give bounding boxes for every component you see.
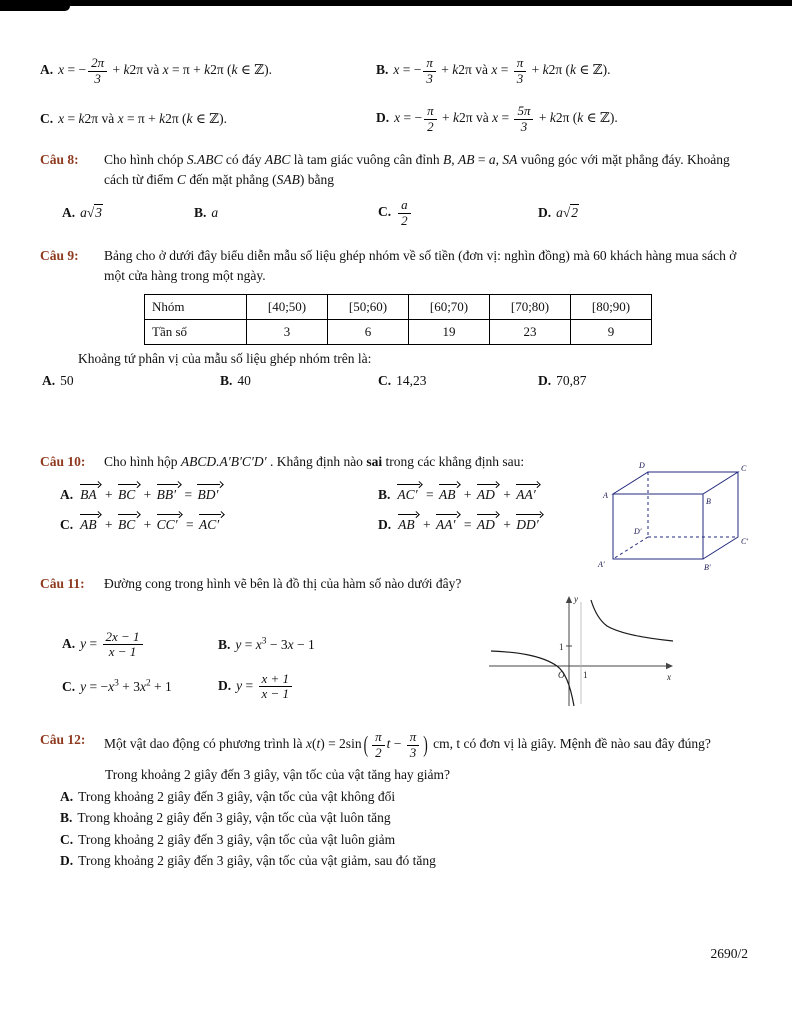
x-tick-label: 1 <box>583 670 588 680</box>
option-formula: a√3 <box>80 205 103 221</box>
answer-grid <box>40 482 600 533</box>
y-axis-label: y <box>574 594 578 604</box>
option-label: B. <box>60 810 73 826</box>
q7-option-c <box>40 111 376 127</box>
y-tick-label: 1 <box>559 642 564 652</box>
answer-row <box>40 56 756 86</box>
option-label: B. <box>194 205 207 221</box>
option-text: Trong khoảng 2 giây đến 3 giây, vận tốc của vật luôn tăng <box>77 810 391 826</box>
option-label: D. <box>218 677 232 693</box>
option-label: D. <box>60 853 74 869</box>
q8-option-d <box>538 205 579 221</box>
option-value: 40 <box>237 373 251 389</box>
option-formula: a√2 <box>556 205 579 221</box>
question-text: Đường cong trong hình vẽ bên là đồ thị của hàm số nào dưới đây? <box>104 576 462 591</box>
parallelepiped-figure <box>588 454 748 582</box>
table-cell: 9 <box>571 320 652 345</box>
option-formula: $y = x^3 - 3x - 1$ <box>235 636 315 652</box>
option-formula: x = − $\frac{2\pi}{3}$ + k2π và x = π + k2π (k ∈ ℤ). <box>58 55 273 86</box>
table-cell: [70;80) <box>490 295 571 320</box>
option-formula: BA + BC + BB′ = BD′ <box>78 487 223 502</box>
q10-option-d <box>378 512 600 533</box>
option-label: A. <box>42 373 56 389</box>
option-label: A. <box>62 205 76 221</box>
option-label: C. <box>60 831 74 847</box>
vertex-label: D <box>639 461 645 470</box>
table-cell: 6 <box>328 320 409 345</box>
option-label: B. <box>376 62 389 78</box>
option-formula: AB + BC + CC′ = AC′ <box>78 517 224 532</box>
option-label: D. <box>376 110 390 126</box>
curve-right-branch <box>591 600 673 641</box>
question-text: Một vật dao động có phương trình là x(t) = 2sin ( $\frac{\pi}{2}$ t − $\frac{\pi}{3}$ ) cm, t có đơn vị là giây. Mệnh đề nào sau đây đúng? <box>104 729 711 760</box>
answer-grid <box>40 630 492 702</box>
option-formula: AC′ = AB + AD + AA′ <box>395 487 540 502</box>
option-label: B. <box>378 486 391 502</box>
scan-top-edge <box>0 0 792 6</box>
table-cell: [50;60) <box>328 295 409 320</box>
q11-option-b <box>218 637 492 653</box>
q7-option-a <box>40 56 376 86</box>
option-label: A. <box>62 635 76 651</box>
option-formula: x = − $\frac{\pi}{3}$ + k2π và x = $\frac{\pi}{3}$ + k2π (k ∈ ℤ). <box>393 55 611 86</box>
q9-option-a <box>42 373 220 389</box>
option-text: Trong khoảng 2 giây đến 3 giây, vận tốc của vật không đổi <box>78 789 396 805</box>
page-number: 2690/2 <box>710 946 748 961</box>
option-value: 70,87 <box>556 373 587 389</box>
option-label: B. <box>218 636 231 652</box>
option-formula: y = $\frac{2x - 1}{x - 1}$ <box>80 636 144 651</box>
table-cell: 19 <box>409 320 490 345</box>
q9-option-d <box>538 373 587 389</box>
vertex-label: C <box>741 464 747 473</box>
q8-option-c <box>378 198 538 228</box>
q12-option-c <box>40 829 756 850</box>
answer-row <box>40 198 756 228</box>
table-cell: Nhóm <box>145 295 247 320</box>
table-cell: [60;70) <box>409 295 490 320</box>
vertex-label: B <box>706 497 711 506</box>
option-label: C. <box>62 678 76 694</box>
q11-option-a <box>62 630 218 660</box>
option-formula: y = $\frac{x + 1}{x - 1}$ <box>236 678 294 693</box>
option-value: 14,23 <box>396 373 427 389</box>
question-number: Câu 12: <box>40 732 86 747</box>
vertex-label: C′ <box>741 537 748 546</box>
question-11 <box>40 574 756 724</box>
question-number: Câu 10: <box>40 454 86 469</box>
question-number: Câu 8: <box>40 152 79 167</box>
option-label: D. <box>538 205 552 221</box>
option-value: 50 <box>60 373 74 389</box>
question-number: Câu 9: <box>40 248 79 263</box>
question-number: Câu 11: <box>40 576 85 591</box>
function-graph-figure <box>481 588 681 713</box>
origin-label: O <box>558 670 565 680</box>
question-8 <box>40 150 756 228</box>
q9-option-c <box>378 373 538 389</box>
question-10 <box>40 452 756 588</box>
option-formula: x = k2π và x = π + k2π (k ∈ ℤ). <box>58 111 228 127</box>
option-label: D. <box>378 516 392 532</box>
question-statement <box>40 246 756 285</box>
table-cell: [40;50) <box>247 295 328 320</box>
y-axis-arrow <box>566 596 572 603</box>
table-cell: Tần số <box>145 320 247 345</box>
answer-row <box>40 104 756 134</box>
q11-option-d <box>218 672 492 702</box>
question-statement <box>40 730 756 760</box>
q7-option-d <box>376 104 618 134</box>
q10-option-b <box>378 482 600 503</box>
q9-option-b <box>220 373 378 389</box>
question-7-answers <box>40 56 756 134</box>
question-12 <box>40 730 756 871</box>
answer-row <box>40 373 756 389</box>
q11-option-c <box>62 679 218 695</box>
option-text: Trong khoảng 2 giây đến 3 giây, vận tốc của vật luôn giảm <box>78 831 396 847</box>
q10-option-a <box>60 482 378 503</box>
option-label: A. <box>40 62 54 78</box>
option-label: A. <box>60 789 74 805</box>
q8-option-b <box>194 205 378 221</box>
table-cell: [80;90) <box>571 295 652 320</box>
q10-option-c <box>60 512 378 533</box>
option-text: Trong khoảng 2 giây đến 3 giây, vận tốc của vật giảm, sau đó tăng <box>78 853 436 869</box>
table-cell: 23 <box>490 320 571 345</box>
q12-option-a <box>40 786 756 807</box>
question-text: Cho hình chóp S.ABC có đáy ABC là tam giác vuông cân đỉnh B, AB = a, SA vuông góc với mặt phẳng đáy. Khoảng cách từ điểm C đến mặt phẳng (SAB) bằng <box>104 152 730 187</box>
option-label: C. <box>40 111 54 127</box>
option-label: C. <box>60 516 74 532</box>
option-label: A. <box>60 486 74 502</box>
option-label: B. <box>220 373 233 389</box>
option-label: C. <box>378 204 392 220</box>
q8-option-a <box>62 205 194 221</box>
option-formula: $y = -x^3 + 3x^2 + 1$ <box>80 678 172 694</box>
question-subtext: Khoảng tứ phân vị của mẫu số liệu ghép nhóm trên là: <box>78 351 372 367</box>
question-subtext: Trong khoảng 2 giây đến 3 giây, vận tốc của vật tăng hay giảm? <box>105 767 451 783</box>
x-axis-label: x <box>667 672 671 682</box>
q7-option-b <box>376 56 611 86</box>
scan-corner-artifact <box>0 0 70 11</box>
option-label: C. <box>378 373 392 389</box>
q12-option-b <box>40 807 756 828</box>
option-formula: x = − $\frac{\pi}{2}$ + k2π và x = $\frac{5\pi}{3}$ + k2π (k ∈ ℤ). <box>394 103 618 134</box>
option-formula: $\frac{a}{2}$ <box>396 204 413 219</box>
table-cell: 3 <box>247 320 328 345</box>
option-formula: AB + AA′ = AD + DD′ <box>396 517 544 532</box>
x-axis-arrow <box>666 663 673 669</box>
vertex-label: D′ <box>634 527 642 536</box>
vertex-label: A <box>603 491 608 500</box>
vertex-label: A′ <box>598 560 605 569</box>
option-label: D. <box>538 373 552 389</box>
q12-option-d <box>40 850 756 871</box>
option-formula: a <box>211 205 219 221</box>
frequency-table <box>144 294 652 345</box>
question-text: Cho hình hộp ABCD.A′B′C′D′ . Khẳng định nào sai trong các khẳng định sau: <box>104 454 525 469</box>
vertex-label: B′ <box>704 563 711 572</box>
question-statement <box>40 150 756 189</box>
question-9 <box>40 246 756 389</box>
question-text: Bảng cho ở dưới đây biểu diễn mẫu số liệu ghép nhóm về số tiền (đơn vị: nghìn đồng) mà 60 khách hàng mua sách ở một cửa hàng trong một ngày. <box>104 248 737 283</box>
